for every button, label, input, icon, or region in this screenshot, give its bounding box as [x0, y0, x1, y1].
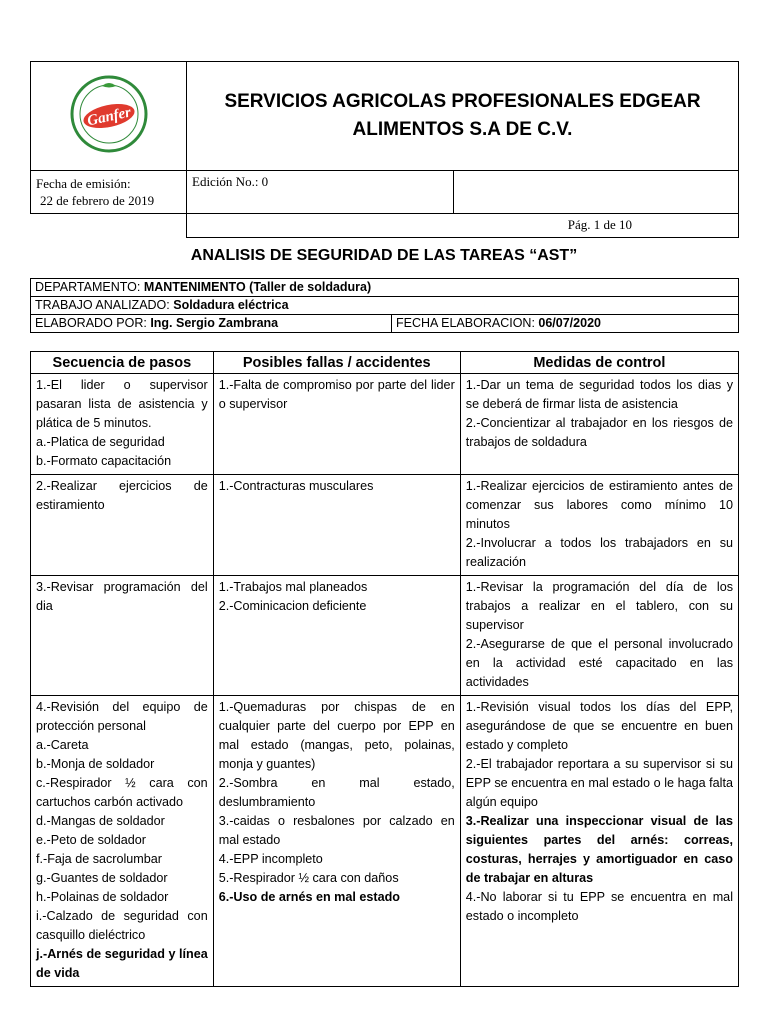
risks-cell [213, 576, 460, 696]
ast-table [30, 351, 739, 987]
control-item: 1.-Revisar la programación del día de los trabajos a realizar en el tablero, con su supervisor [465, 580, 733, 632]
work-row [31, 297, 739, 315]
control-item: 2.-El trabajador reportara a su supervisor si su EPP se encuentra en mal estado o le haga falta algún equipo [465, 757, 733, 809]
control-item: 3.-Realizar una inspeccionar visual de las siguientes partes del arnés: correas, costuras, herrajes y amortiguador en caso de trabajar en alturas [465, 814, 733, 885]
company-name-line1: SERVICIOS AGRICOLAS PROFESIONALES EDGEAR [224, 91, 701, 112]
department-label: DEPARTAMENTO: [35, 280, 144, 294]
controls-cell [460, 374, 738, 475]
controls-cell [460, 696, 738, 987]
step-item: f.-Faja de sacrolumbar [36, 852, 162, 866]
risk-item: 3.-caidas o resbalones por calzado en mal estado [218, 814, 455, 847]
control-item: 1.-Revisión visual todos los días del EPP, asegurándose de que se encuentre en buen estado y completo [465, 700, 733, 752]
table-row [31, 475, 739, 576]
risk-item: 4.-EPP incompleto [218, 852, 323, 866]
department-row [31, 279, 739, 297]
blank-cell [454, 171, 739, 214]
header-controls: Medidas de control [460, 352, 738, 374]
control-item: 1.-Realizar ejercicios de estiramiento antes de comenzar sus labores como mínimo 10 minutos [465, 479, 733, 531]
steps-cell [31, 374, 214, 475]
table-row [31, 576, 739, 696]
risk-item: 6.-Uso de arnés en mal estado [218, 890, 400, 904]
document-title: ANALISIS DE SEGURIDAD DE LAS TAREAS “AST” [190, 247, 578, 264]
edition-cell [187, 171, 454, 214]
risk-item: 2.-Sombra en mal estado, deslumbramiento [218, 776, 455, 809]
risk-item: 1.-Falta de compromiso por parte del lider o supervisor [218, 378, 455, 411]
logo-cell [31, 62, 187, 171]
date-cell [392, 315, 739, 333]
info-table [30, 278, 739, 333]
step-item: i.-Calzado de seguridad con casquillo dieléctrico [36, 909, 208, 942]
step-item: b.-Formato capacitación [36, 454, 172, 468]
risks-cell [213, 475, 460, 576]
step-item: a.-Platica de seguridad [36, 435, 165, 449]
step-item: g.-Guantes de soldador [36, 871, 168, 885]
risks-cell [213, 374, 460, 475]
risk-item: 1.-Contracturas musculares [218, 479, 374, 493]
empty-corner [31, 214, 187, 238]
ganfer-logo [69, 74, 149, 154]
step-item: a.-Careta [36, 738, 89, 752]
control-item: 4.-No laborar si tu EPP se encuentra en mal estado o incompleto [465, 890, 733, 923]
control-item: 1.-Dar un tema de seguridad todos los dias y se deberá de firmar lista de asistencia [465, 378, 733, 411]
controls-cell [460, 576, 738, 696]
step-item: e.-Peto de soldador [36, 833, 146, 847]
author-value: Ing. Sergio Zambrana [150, 316, 279, 330]
issue-date-label: Fecha de emisión: [36, 176, 131, 191]
steps-cell [31, 576, 214, 696]
step-item: d.-Mangas de soldador [36, 814, 165, 828]
risks-cell [213, 696, 460, 987]
step-item: c.-Respirador ½ cara con cartuchos carbón activado [36, 776, 208, 809]
work-label: TRABAJO ANALIZADO: [35, 298, 174, 312]
risk-item: 1.-Quemaduras por chispas de en cualquier parte del cuerpo por EPP en mal estado (mangas, peto, polainas, monja y guantes) [218, 700, 455, 771]
issue-date-value: 22 de febrero de 2019 [40, 193, 155, 208]
control-item: 2.-Asegurarse de que el personal involucrado en la actividad esté capacitado en las actividades [465, 637, 733, 689]
header-steps: Secuencia de pasos [31, 352, 214, 374]
step-item: b.-Monja de soldador [36, 757, 155, 771]
step-item: 1.-El lider o supervisor pasaran lista de asistencia y plática de 5 minutos. [36, 378, 208, 430]
edition-text: Edición No.: 0 [192, 174, 269, 189]
step-item: 3.-Revisar programación del dia [36, 580, 208, 613]
department-value: MANTENIMENTO (Taller de soldadura) [143, 280, 372, 294]
risk-item: 2.-Cominicacion deficiente [218, 599, 367, 613]
step-item: 4.-Revisión del equipo de protección personal [36, 700, 208, 733]
author-label: ELABORADO POR: [35, 316, 151, 330]
step-item: 2.-Realizar ejercicios de estiramiento [36, 479, 208, 512]
ast-table-body [31, 374, 739, 987]
company-title-cell [187, 62, 739, 171]
step-item: h.-Polainas de soldador [36, 890, 169, 904]
steps-cell [31, 475, 214, 576]
page-number: Pág. 1 de 10 [567, 217, 632, 232]
controls-cell [460, 475, 738, 576]
date-label: FECHA ELABORACION: [396, 316, 539, 330]
table-row [31, 374, 739, 475]
control-item: 2.-Involucrar a todos los trabajadors en su realización [465, 536, 733, 569]
risk-item: 5.-Respirador ½ cara con daños [218, 871, 399, 885]
control-item: 2.-Concientizar al trabajador en los riesgos de trabajos de soldadura [465, 416, 733, 449]
table-row [31, 696, 739, 987]
logo-wordmark: Ganfer [85, 104, 132, 130]
company-name-line2: ALIMENTOS S.A DE C.V. [352, 119, 573, 140]
work-value: Soldadura eléctrica [173, 298, 289, 312]
page-cell [187, 214, 739, 238]
risk-item: 1.-Trabajos mal planeados [218, 580, 368, 594]
author-cell [31, 315, 392, 333]
document-header [30, 61, 739, 238]
steps-cell [31, 696, 214, 987]
header-risks: Posibles fallas / accidentes [213, 352, 460, 374]
date-value: 06/07/2020 [538, 316, 601, 330]
issue-date-cell [31, 171, 187, 214]
step-item: j.-Arnés de seguridad y línea de vida [36, 947, 208, 980]
